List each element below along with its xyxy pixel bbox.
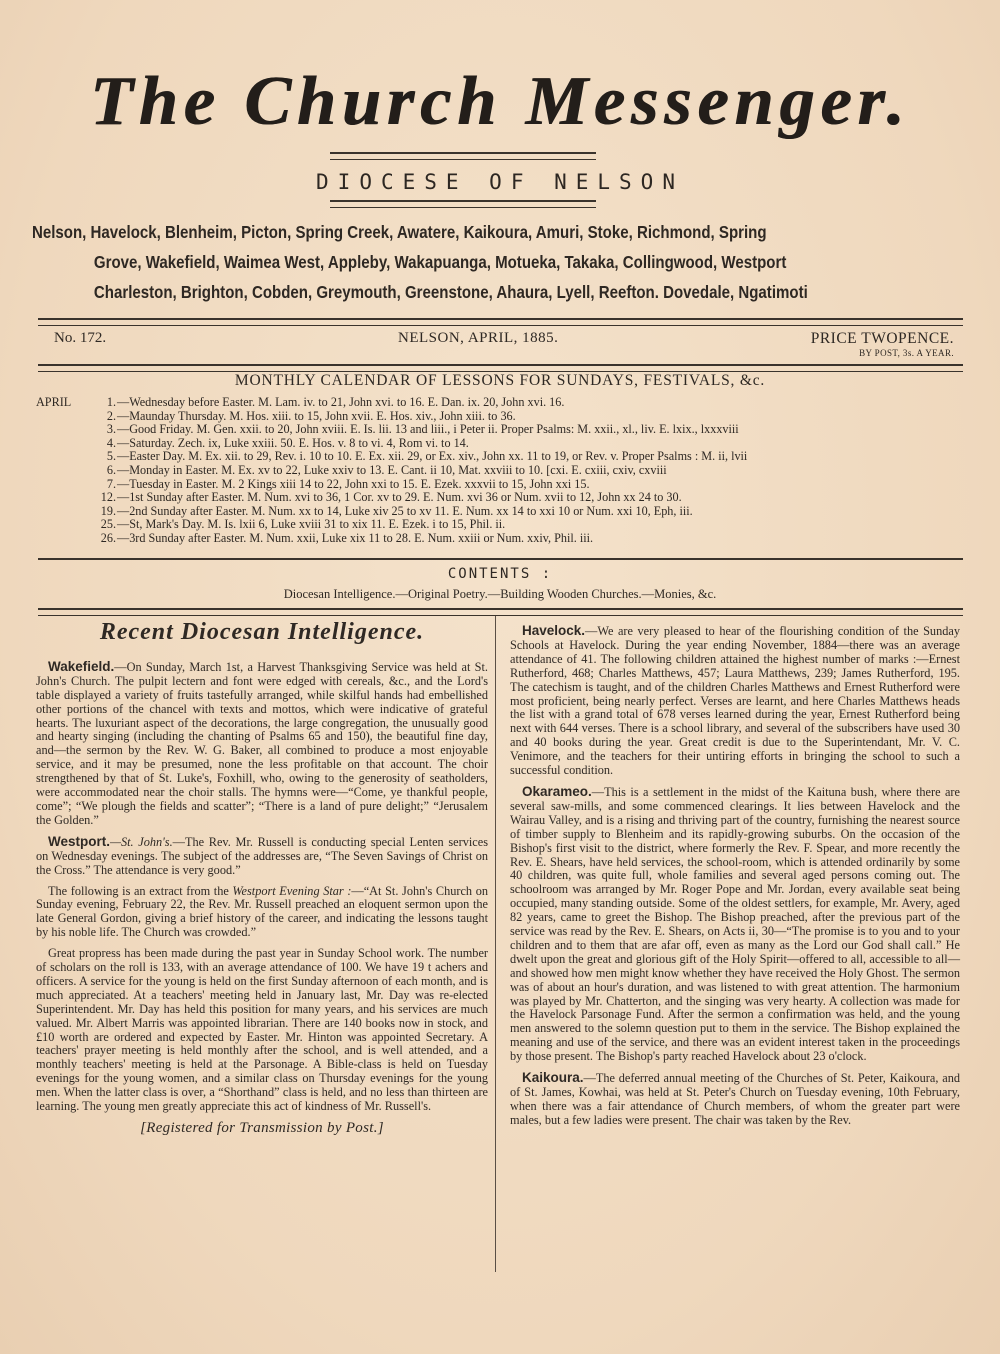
article-sunday-school: Great propress has been made during the past year in Sunday School work. The number of scholars on the roll is 133, with an average attendance of 100. We have 19 t achers and officers. A service for the young is held on the first Sunday afternoon of each month, and is much appreciated. At a teachers' meeting held in January last, Mr. Day was re-elected Superintendent. Mr. Day has held this position for many years, and his services are much valued. Mr. Albert Marris was appointed librarian. There are 140 books now in stock, and £10 worth are ordered and expected by Easter. Mr. Hinton was appointed Secretary. A teachers' prayer meeting is held monthly after the school, and is well attended, and a monthly teachers' meeting is held at the Parsonage. A Bible-class is held on Tuesday evenings for the young women, and a similar class on Thursday evenings for the young men. When the latter class is over, a “Shorthand” class is held, and no less than thirteen are learning. The young men greatly appreciate this act of kindness of Mr. Russell's. [36, 946, 488, 1114]
article-column-left [36, 619, 488, 1136]
article-text: The following is an extract from the [48, 883, 233, 898]
diocese-subtitle: DIOCESE OF NELSON [316, 170, 684, 194]
column-divider [495, 616, 496, 1272]
calendar-lesson: —Wednesday before Easter. M. Lam. iv. to 21, John xvi. to 16. E. Dan. ix. 20, John xvi. 16. [117, 395, 565, 409]
masthead-rule-top [330, 152, 596, 160]
parish-line: Grove, Wakefield, Waimea West, Appleby, Wakapuanga, Motueka, Takaka, Collingwood, Westport [93, 252, 787, 272]
issue-postal-rate: BY POST, 3s. A YEAR. [859, 348, 954, 358]
place-lead: Wakefield. [48, 658, 115, 674]
issue-number: No. 172. [54, 330, 107, 346]
calendar-lesson: —Good Friday. M. Gen. xxii. to 20, John xviii. E. Is. lii. 13 and liii., i Peter ii. Proper Psalms: M. xxii., xl., liv. E. lxix., lxxxviii [117, 422, 739, 437]
article-text: —We are very pleased to hear of the flourishing condition of the Sunday Schools at Havelock. During the year ending November, 1884—there was an average attendance of 41. The following children attained the highest number of marks :—Ernest Rutherford, 468; Charles Matthews, 457; Laura Matthews, 239; James Rutherford, 195. The catechism is taught, and of the children Charles Matthews and Ernest Rutherford were most proficient, being nearly perfect. Verses are learnt, and here Charles Matthews heads the list with a grand total of 678 verses learned during the year, Ernest Rutherford being next with 644 verses. There is a school library, and several of the subscribers have used 30 and 40 books during the year. Great credit is due to the Superintendant, Mr. V. C. Venimore, and the teachers for their untiring efforts in bringing the school to such a successful condition. [510, 624, 960, 778]
article-havelock [510, 624, 960, 778]
section-heading: Recent Diocesan Intelligence. [99, 619, 425, 645]
calendar-day: 5. [106, 449, 116, 464]
calendar-day: 25. [100, 517, 116, 532]
contents-rule [38, 608, 963, 616]
calendar-lesson: —2nd Sunday after Easter. M. Num. xx to 14, Luke xiv 25 to xv 11. E. Num. xx 14 to xxi 10 or Num. xxi 10, Eph, iii. [117, 503, 693, 518]
calendar-lesson: —Tuesday in Easter. M. 2 Kings xiii 14 to 22, John xxi to 15. E. Ezek. xxxvii to 15, John xxi 15. [117, 476, 590, 491]
masthead-title: The Church Messenger. [89, 63, 911, 140]
article-okarameo [510, 785, 960, 1064]
place-lead: Okarameo. [522, 783, 592, 799]
calendar-day: 19. [100, 503, 116, 518]
issue-rule-bottom [38, 364, 963, 372]
issue-place-date: NELSON, APRIL, 1885. [398, 330, 559, 346]
calendar-day: 12. [100, 490, 116, 505]
article-text: —The deferred annual meeting of the Churches of St. Peter, Kaikoura, and of St. James, Kowhai, was held at St. Peter's Church on Tuesday evening, 10th February, when there was a fair attendance of Church members, of whom the greater part were males, but a few ladies were present. The chair was taken by the Rev. [510, 1071, 960, 1127]
calendar-day: 7. [106, 476, 116, 491]
article-text: —This is a settlement in the midst of the Kaituna bush, where there are several saw-mills, and some commenced clearings. It lies between Havelock and the Wairau Valley, and is a rising and thriving part of the country, furnishing the nearest source of timber supply to Blenheim and its rapidly-growing suburbs. On the occasion of the Bishop's first visit to the district, where formerly the Rev. F. Spear, and more recently the Rev. E. Shears, have held services, the school-room, which is attended ordinarily by some 40 children, was quite full, whole families and several aged persons coming out. The schoolroom was arranged by Mr. Roger Pope and Mr. Jordan, every available seat being occupied, many standing outside. Some of the oldest settlers, for example, Mr. Avery, aged 82 years, came to greet the Bishop. The Bishop preached, after the previous part of the service was read by the Rev. E. Shears, on Acts ii, 30—“The promise is to you and to your children and to them that are afar off, even as many as the Lord our God shall call.” He dwelt upon the great and glorious gift of the Holy Spirit—offered to all, accessible to all—and showed how men might know whether they have received the Holy Ghost. The sermon was of about an hour's duration, and was listened to with great attention. The harmonium was played by Mr. Chatterton, and the singing was very hearty. A collection was made for the Havelock Parsonage Fund. After the sermon a confirmation was held, and the young men answered to the solemn question put to them in the service. The Bishop explained the meaning and use of the service, and there was an evident interest taken in the proceedings by those present. The Bishop's party reached Havelock about 23 o'clock. [510, 784, 960, 1064]
calendar-lesson: —3rd Sunday after Easter. M. Num. xxii, Luke xix 11 to 28. E. Num. xxiii or Num. xxiv, Phil. iii. [117, 530, 594, 545]
article-column-right [510, 624, 960, 1135]
article-text: —On Sunday, March 1st, a Harvest Thanksgiving Service was held at St. John's Church. The pulpit lectern and font were edged with cereals, &c., and the Lord's table displayed a variety of fruits tastefully arranged, while skilful hands had embellished other portions of the chancel with texts and mottos, which were indicative of grateful hearts. The luxuriant aspect of the decorations, the large congregation, the unusually good and hearty singing (including the chanting of Psalms 65 and 150), the beautiful fine day, and—the sermon by the Rev. W. G. Baker, all combined to produce a most enjoyable service, and it may be presumed, none the less profitable on that account. The choir strengthened by that of St. Luke's, Foxhill, who, owing to the generosity of seatholders, were accommodated near the choir stalls. The hymns were—“Come, ye thankful people, come”; “We plough the fields and scatter”; “There is a land of pure delight;” “Jerusalem the Golden.” [36, 659, 488, 827]
contents-list: Diocesan Intelligence.—Original Poetry.—Building Wooden Churches.—Monies, &c. [283, 587, 717, 601]
article-wakefield [36, 660, 488, 828]
issue-price: PRICE TWOPENCE. [810, 330, 954, 347]
parish-line: Charleston, Brighton, Cobden, Greymouth, Greenstone, Ahaura, Lyell, Reefton. Dovedale, Ngatimoti [93, 282, 808, 302]
parish-line: Nelson, Havelock, Blenheim, Picton, Spring Creek, Awatere, Kaikoura, Amuri, Stoke, Richmond, Spring [32, 222, 767, 242]
article-westport-extract [36, 885, 488, 941]
source-name: Westport Evening Star : [232, 883, 352, 898]
calendar-lesson: —Easter Day. M. Ex. xii. to 29, Rev. i. 10 to 10. E. Ex. xii. 29, or Ex. xiv., John xx. 11 to 19, or Rev. v. Proper Psalms : M. ii, lvii [117, 449, 748, 464]
calendar-day: 1. [106, 395, 116, 409]
calendar-lesson: —Saturday. Zech. ix, Luke xxiii. 50. E. Hos. v. 8 to vi. 4, Rom vi. to 14. [117, 435, 469, 450]
place-lead: Kaikoura. [522, 1070, 584, 1086]
calendar-day: 6. [106, 462, 116, 477]
article-text: —“At St. John's Church on Sunday evening, February 22, the Rev. Mr. Russell preached an eloquent sermon upon the late General Gordon, giving a brief history of the career, and indicating the lessons taught by his noble life. The Church was crowded.” [36, 883, 488, 940]
article-text: —The Rev. Mr. Russell is conducting special Lenten services on Wednesday evenings. The subject of the addresses are, “The Seven Savings of Christ on the Cross.” The attendance is very good.” [36, 834, 488, 877]
place-lead: Havelock. [522, 623, 586, 638]
calendar-day: 3. [106, 422, 116, 437]
calendar-lesson: —Monday in Easter. M. Ex. xv to 22, Luke xxiv to 13. E. Cant. ii 10, Mat. xxviii to 10. [cxi. E. cxiii, cxiv, cxviii [117, 462, 667, 477]
calendar-month: APRIL [36, 395, 72, 409]
calendar-day: 26. [100, 530, 116, 545]
article-westport [36, 835, 488, 878]
registered-notice: [Registered for Transmission by Post.] [140, 1120, 384, 1136]
place-lead: Westport. [48, 833, 111, 849]
parish-list [32, 217, 978, 307]
calendar-lesson: —Maunday Thursday. M. Hos. xiii. to 15, John xvii. E. Hos. xiv., John xiii. to 36. [117, 408, 516, 423]
issue-rule-top [38, 318, 963, 326]
calendar-title: MONTHLY CALENDAR OF LESSONS FOR SUNDAYS, FESTIVALS, &c. [234, 372, 766, 389]
contents-title: CONTENTS : [447, 566, 553, 582]
calendar-day: 2. [106, 408, 116, 423]
article-kaikoura [510, 1071, 960, 1128]
masthead-rule-bottom [330, 200, 596, 208]
church-name: —St. John's. [110, 834, 173, 849]
calendar-lesson: —1st Sunday after Easter. M. Num. xvi to 36, 1 Cor. xv to 29. E. Num. xvi 36 or Num. xvii to 12, John xx 24 to 30. [117, 490, 682, 505]
calendar-rule [38, 558, 963, 562]
calendar-lesson: —St, Mark's Day. M. Is. lxii 6, Luke xviii 31 to xix 11. E. Ezek. i to 15, Phil. ii. [117, 517, 506, 532]
calendar-day: 4. [106, 435, 116, 450]
